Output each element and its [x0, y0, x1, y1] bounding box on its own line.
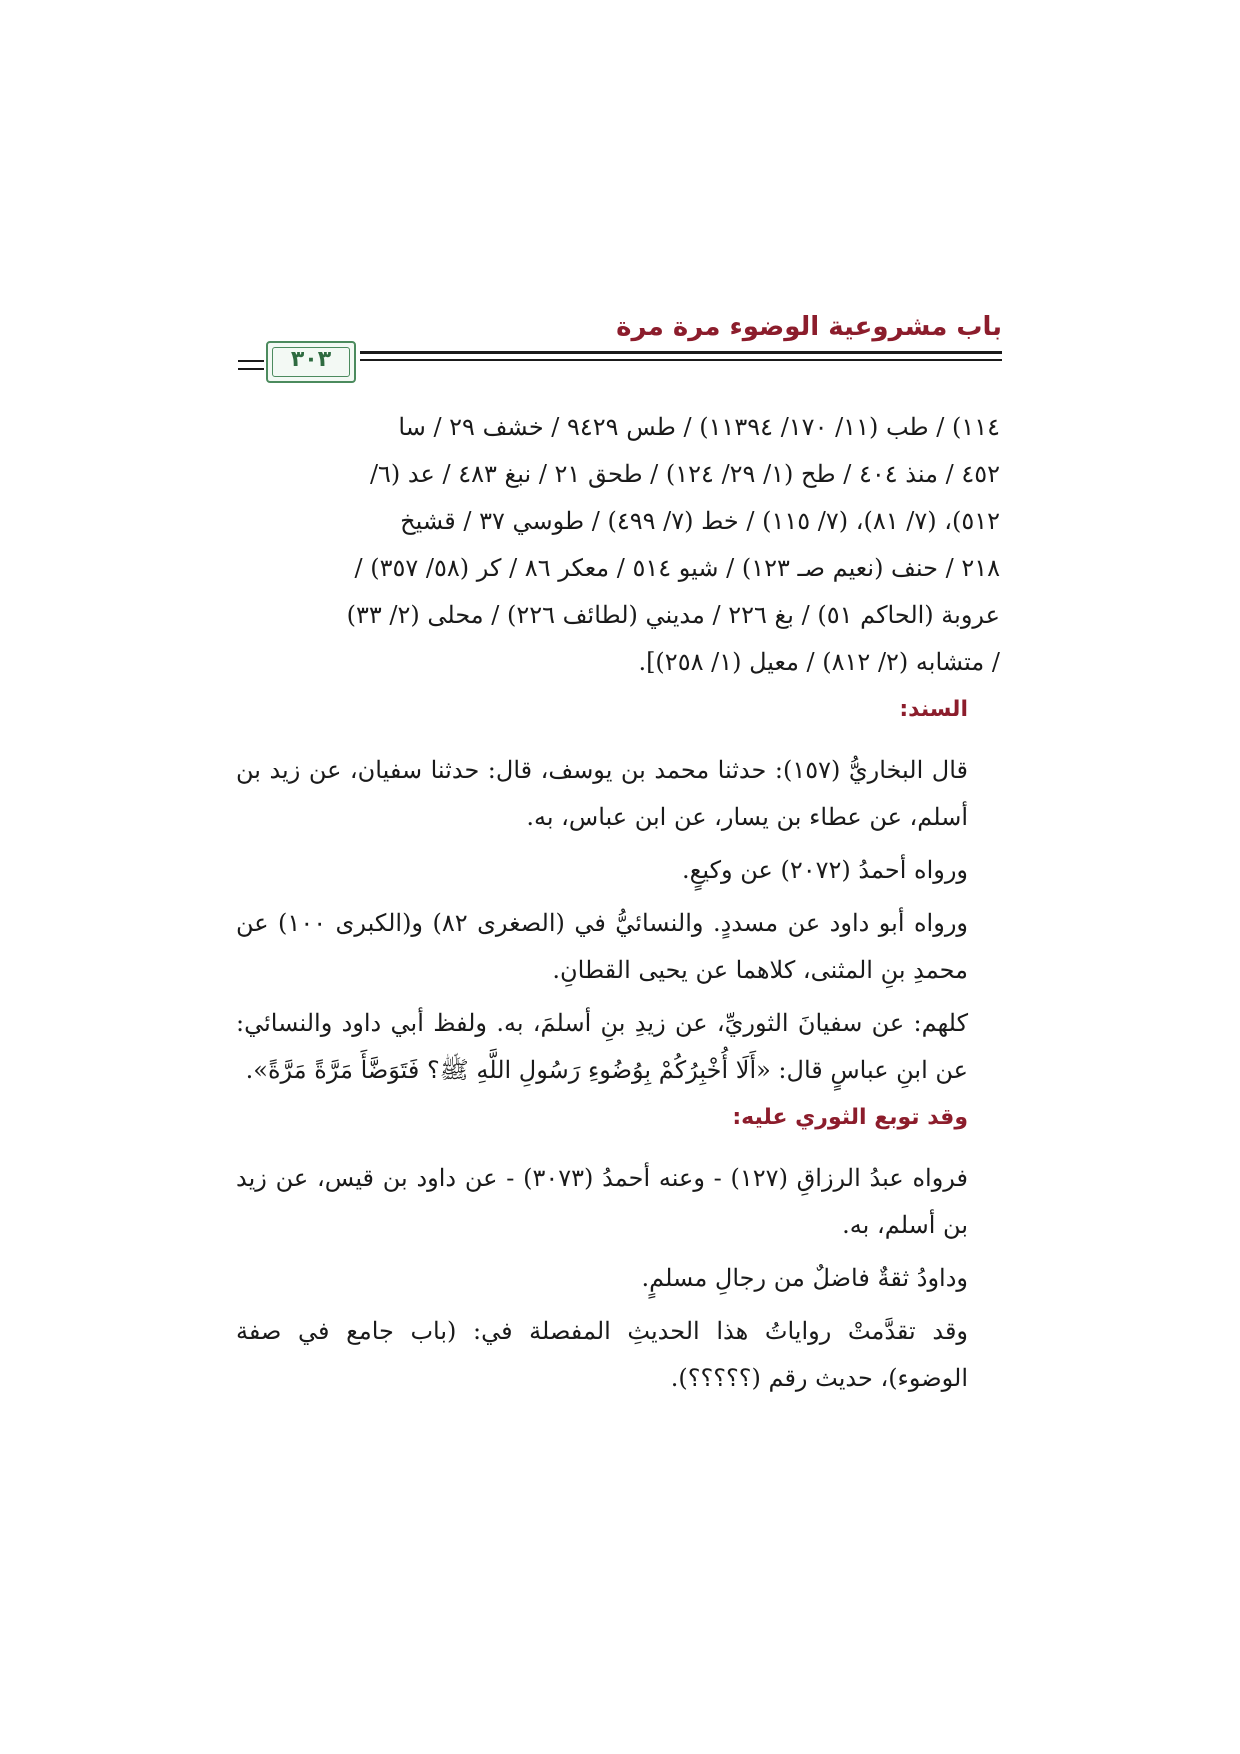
taqaddamat-paragraph: وقد تقدَّمتْ رواياتُ هذا الحديثِ المفصلة في: (باب جامع في صفة الوضوء)، حديث رقم (؟؟؟؟؟).: [236, 1317, 968, 1392]
refs-line: ٢١٨ / حنف (نعيم صـ ١٢٣) / شيو ٥١٤ / معكر ٨٦ / كر (٥٨/ ٣٥٧) /: [354, 554, 1000, 582]
ahmad-line: ورواه أحمدُ (٢٠٧٢) عن وكيعٍ.: [681, 856, 968, 884]
header-rule-top: [360, 351, 1002, 354]
chapter-title: باب مشروعية الوضوء مرة مرة: [616, 312, 1002, 342]
refs-line: عروبة (الحاكم ٥١) / بغ ٢٢٦ / مديني (لطائف ٢٢٦) / محلى (٢/ ٣٣): [346, 601, 1000, 629]
header-rule-left-top: [238, 360, 264, 362]
page-number: ٣٠٣: [290, 347, 332, 372]
refs-line: / متشابه (٢/ ٨١٢) / معيل (١/ ٢٥٨)].: [638, 648, 1000, 676]
sanad-paragraph: قال البخاريُّ (١٥٧): حدثنا محمد بن يوسف، قال: حدثنا سفيان، عن زيد بن أسلم، عن عطاء بن يسار، عن ابن عباس، به.: [236, 756, 969, 831]
refs-line: ٤٥٢ / منذ ٤٠٤ / طح (١/ ٢٩/ ١٢٤) / طحق ٢١ / نبغ ٤٨٣ / عد (٦/: [369, 460, 1000, 488]
refs-line: ٥١٢)، (٧/ ٨١)، (٧/ ١١٥) / خط (٧/ ٤٩٩) / طوسي ٣٧ / قشيخ: [400, 507, 1000, 535]
refs-line: ١١٤) / طب (١١/ ١٧٠/ ١١٣٩٤) / طس ٩٤٢٩ / خشف ٢٩ / سا: [398, 413, 1000, 441]
body-text: [236, 404, 1000, 1402]
tubia-heading: وقد توبع الثوري عليه:: [732, 1105, 968, 1130]
razzaq-paragraph: فرواه عبدُ الرزاقِ (١٢٧) - وعنه أحمدُ (٣٠٧٣) - عن داود بن قيس، عن زيد بن أسلم، به.: [236, 1164, 969, 1239]
header-rule-left-bottom: [238, 368, 264, 370]
sanad-heading: السند:: [899, 697, 968, 722]
dawud-line: وداودُ ثقةٌ فاضلٌ من رجالِ مسلمٍ.: [641, 1264, 968, 1292]
abudawud-paragraph: ورواه أبو داود عن مسددٍ. والنسائيُّ في (الصغرى ٨٢) و(الكبرى ١٠٠) عن محمدِ بنِ المثنى، كلاهما عن يحيى القطانِ.: [236, 909, 968, 984]
page-number-badge: [266, 341, 356, 383]
kulluhum-paragraph: كلهم: عن سفيانَ الثوريِّ، عن زيدِ بنِ أسلمَ، به. ولفظ أبي داود والنسائي: عن ابنِ عباسٍ قال: «أَلَا أُخْبِرُكُمْ بِوُضُوءِ رَسُولِ اللَّهِ ﷺ؟ فَتَوَضَّأَ مَرَّةً مَرَّةً».: [236, 1009, 968, 1084]
header-rule-bottom: [360, 359, 1002, 361]
